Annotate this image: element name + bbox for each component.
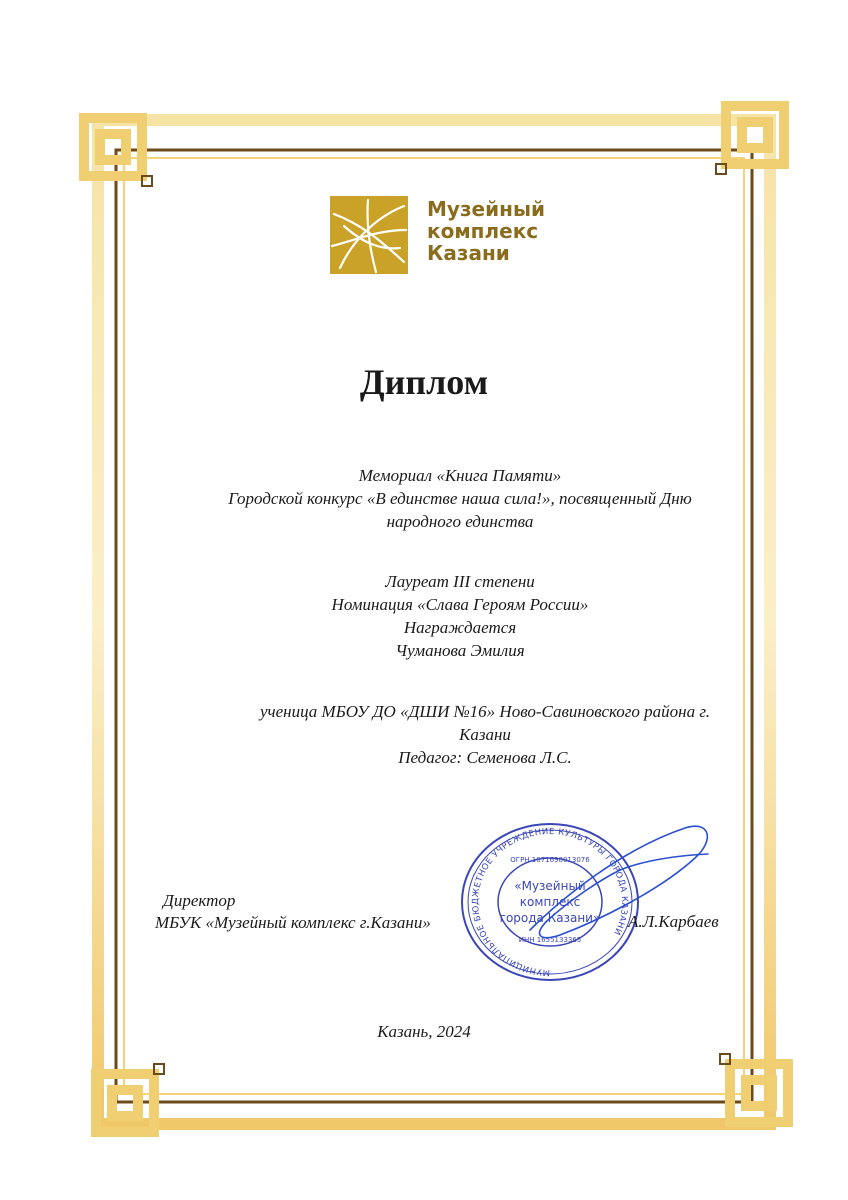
event-memorial: Мемориал «Книга Памяти» xyxy=(358,466,562,485)
event-block xyxy=(180,464,740,533)
signatory-name: А.Л.Карбаев xyxy=(628,912,719,931)
logo-text-line3: Казани xyxy=(427,241,510,265)
student-school: ученица МБОУ ДО «ДШИ №16» Ново-Савиновского района г. xyxy=(259,702,711,721)
stamp-center-line3: города Казани» xyxy=(499,911,601,925)
event-contest-cont: народного единства xyxy=(386,512,534,531)
stamp-center-line1: «Музейный xyxy=(514,879,586,893)
diploma-title: Диплом xyxy=(359,362,489,402)
award-block xyxy=(180,570,740,662)
event-contest: Городской конкурс «В единстве наша сила!», посвященный Дню xyxy=(228,489,692,508)
museum-logo xyxy=(330,196,570,276)
award-degree: Лауреат III степени xyxy=(385,572,535,591)
teacher-name: Педагог: Семенова Л.С. xyxy=(398,748,572,767)
stamp-ogrn: ОГРН 1071690013076 xyxy=(510,856,590,864)
signatory-organization: МБУК «Музейный комплекс г.Казани» xyxy=(155,913,431,932)
stamp-inn: ИНН 1655133365 xyxy=(518,936,582,944)
logo-text-line2: комплекс xyxy=(427,219,539,243)
student-block xyxy=(185,700,785,769)
recipient-name: Чуманова Эмилия xyxy=(395,641,525,660)
signatory-position: Директор xyxy=(163,891,236,910)
student-school-cont: Казани xyxy=(459,725,511,744)
signatory-block xyxy=(155,890,431,934)
museum-logo-icon xyxy=(330,196,408,274)
place-date: Казань, 2024 xyxy=(377,1022,471,1041)
logo-text-line1: Музейный xyxy=(427,197,546,221)
stamp-ring-text: МУНИЦИПАЛЬНОЕ БЮДЖЕТНОЕ УЧРЕЖДЕНИЕ КУЛЬТУРЫ ГОРОДА КАЗАНИ xyxy=(470,826,630,978)
award-awarded: Награждается xyxy=(403,618,517,637)
award-nomination: Номинация «Слава Героям России» xyxy=(331,595,589,614)
stamp-center-line2: комплекс xyxy=(519,895,581,909)
